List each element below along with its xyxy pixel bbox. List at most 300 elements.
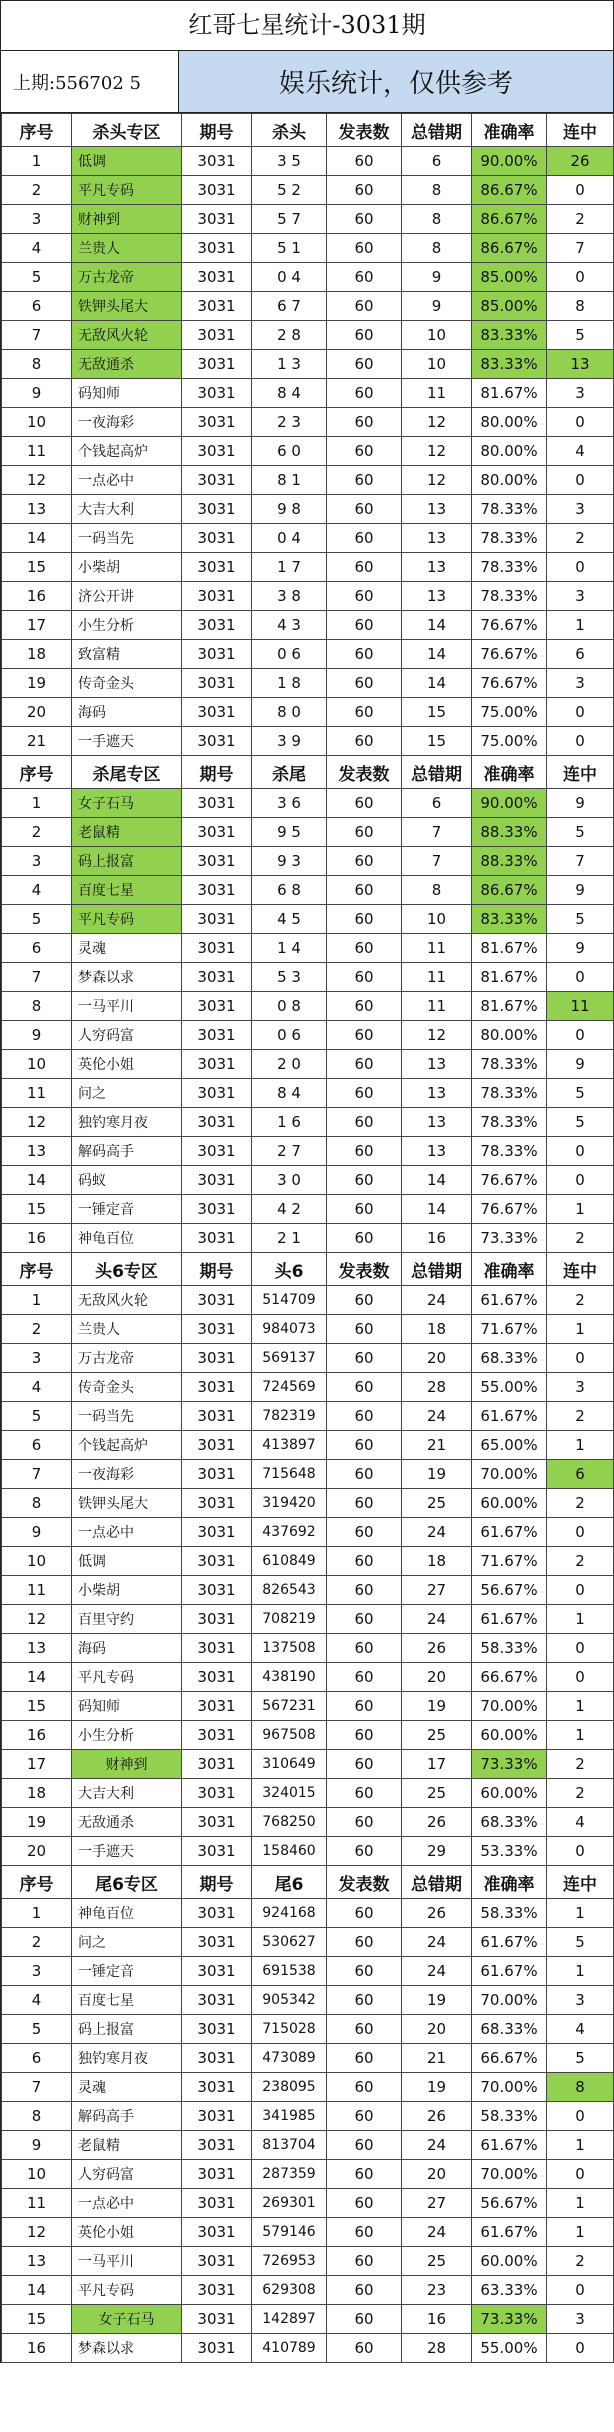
cell-period: 3031 (182, 934, 252, 963)
section-header-row (2, 114, 614, 147)
cell-posts: 60 (327, 1721, 402, 1750)
cell-expert: 一马平川 (72, 992, 182, 1021)
cell-expert: 一码当先 (72, 524, 182, 553)
cell-period: 3031 (182, 582, 252, 611)
cell-rank: 2 (2, 818, 72, 847)
cell-misses: 8 (402, 176, 472, 205)
cell-misses: 8 (402, 205, 472, 234)
cell-period: 3031 (182, 2015, 252, 2044)
cell-pick: 629308 (252, 2276, 327, 2305)
cell-expert: 大吉大利 (72, 495, 182, 524)
cell-rank: 14 (2, 524, 72, 553)
cell-posts: 60 (327, 1663, 402, 1692)
cell-pick: 567231 (252, 1692, 327, 1721)
cell-misses: 13 (402, 1108, 472, 1137)
cell-period: 3031 (182, 698, 252, 727)
cell-accuracy: 78.33% (472, 1137, 547, 1166)
stats-table-body (2, 114, 614, 2363)
table-row (2, 2189, 614, 2218)
cell-streak: 0 (547, 1634, 614, 1663)
cell-period: 3031 (182, 205, 252, 234)
cell-streak: 0 (547, 2334, 614, 2363)
cell-streak: 0 (547, 408, 614, 437)
cell-posts: 60 (327, 1315, 402, 1344)
cell-expert: 人穷码富 (72, 2160, 182, 2189)
table-row (2, 582, 614, 611)
cell-period: 3031 (182, 1692, 252, 1721)
cell-pick: 324015 (252, 1779, 327, 1808)
cell-streak: 9 (547, 789, 614, 818)
cell-period: 3031 (182, 1050, 252, 1079)
cell-posts: 60 (327, 1957, 402, 1986)
cell-pick: 4 2 (252, 1195, 327, 1224)
table-row (2, 1899, 614, 1928)
cell-pick: 782319 (252, 1402, 327, 1431)
cell-pick: 4 5 (252, 905, 327, 934)
cell-period: 3031 (182, 1605, 252, 1634)
cell-expert: 人穷码富 (72, 1021, 182, 1050)
cell-pick: 715028 (252, 2015, 327, 2044)
cell-posts: 60 (327, 2015, 402, 2044)
cell-accuracy: 68.33% (472, 1808, 547, 1837)
cell-posts: 60 (327, 818, 402, 847)
cell-posts: 60 (327, 263, 402, 292)
disclaimer-banner: 娱乐统计，仅供参考 (179, 51, 613, 112)
cell-misses: 25 (402, 1721, 472, 1750)
cell-pick: 3 9 (252, 727, 327, 756)
cell-accuracy: 75.00% (472, 698, 547, 727)
cell-accuracy: 78.33% (472, 524, 547, 553)
cell-rank: 8 (2, 1489, 72, 1518)
cell-streak: 3 (547, 1986, 614, 2015)
cell-streak: 0 (547, 1344, 614, 1373)
cell-rank: 2 (2, 176, 72, 205)
cell-rank: 7 (2, 2073, 72, 2102)
table-row (2, 350, 614, 379)
cell-accuracy: 76.67% (472, 669, 547, 698)
cell-posts: 60 (327, 1928, 402, 1957)
cell-expert: 一夜海彩 (72, 1460, 182, 1489)
cell-misses: 24 (402, 1957, 472, 1986)
cell-rank: 11 (2, 437, 72, 466)
cell-misses: 10 (402, 321, 472, 350)
cell-misses: 25 (402, 1779, 472, 1808)
cell-expert: 财神到 (72, 1750, 182, 1779)
cell-posts: 60 (327, 1547, 402, 1576)
cell-pick: 473089 (252, 2044, 327, 2073)
cell-rank: 1 (2, 147, 72, 176)
table-row (2, 495, 614, 524)
table-row (2, 2015, 614, 2044)
cell-posts: 60 (327, 2276, 402, 2305)
cell-period: 3031 (182, 669, 252, 698)
cell-expert: 老鼠精 (72, 2131, 182, 2160)
cell-misses: 12 (402, 466, 472, 495)
table-row (2, 876, 614, 905)
table-row (2, 2276, 614, 2305)
table-row (2, 2218, 614, 2247)
cell-posts: 60 (327, 992, 402, 1021)
cell-accuracy: 73.33% (472, 2305, 547, 2334)
cell-expert: 传奇金头 (72, 1373, 182, 1402)
cell-streak: 3 (547, 1373, 614, 1402)
cell-accuracy: 66.67% (472, 2044, 547, 2073)
cell-streak: 4 (547, 437, 614, 466)
cell-rank: 9 (2, 1518, 72, 1547)
cell-pick: 813704 (252, 2131, 327, 2160)
cell-misses: 10 (402, 905, 472, 934)
cell-expert: 铁钾头尾大 (72, 1489, 182, 1518)
column-header-posts: 发表数 (327, 756, 402, 789)
cell-streak: 2 (547, 1750, 614, 1779)
table-row (2, 2131, 614, 2160)
cell-period: 3031 (182, 263, 252, 292)
cell-streak: 26 (547, 147, 614, 176)
table-row (2, 1721, 614, 1750)
cell-rank: 4 (2, 876, 72, 905)
cell-rank: 3 (2, 1344, 72, 1373)
cell-accuracy: 56.67% (472, 2189, 547, 2218)
table-row (2, 992, 614, 1021)
cell-accuracy: 70.00% (472, 2073, 547, 2102)
cell-posts: 60 (327, 2334, 402, 2363)
cell-rank: 20 (2, 698, 72, 727)
table-row (2, 1663, 614, 1692)
stats-table (1, 113, 614, 2363)
cell-accuracy: 58.33% (472, 1899, 547, 1928)
cell-accuracy: 60.00% (472, 1779, 547, 1808)
cell-period: 3031 (182, 147, 252, 176)
cell-period: 3031 (182, 1750, 252, 1779)
table-row (2, 727, 614, 756)
cell-misses: 27 (402, 1576, 472, 1605)
cell-expert: 梦森以求 (72, 2334, 182, 2363)
cell-expert: 平凡专码 (72, 905, 182, 934)
cell-rank: 9 (2, 2131, 72, 2160)
cell-posts: 60 (327, 321, 402, 350)
cell-misses: 18 (402, 1547, 472, 1576)
cell-expert: 老鼠精 (72, 818, 182, 847)
cell-posts: 60 (327, 1460, 402, 1489)
cell-rank: 18 (2, 640, 72, 669)
cell-misses: 25 (402, 1489, 472, 1518)
cell-period: 3031 (182, 789, 252, 818)
cell-expert: 小生分析 (72, 611, 182, 640)
cell-streak: 3 (547, 2305, 614, 2334)
cell-pick: 410789 (252, 2334, 327, 2363)
cell-period: 3031 (182, 2131, 252, 2160)
cell-streak: 5 (547, 2044, 614, 2073)
table-row (2, 1957, 614, 1986)
cell-posts: 60 (327, 640, 402, 669)
cell-posts: 60 (327, 1576, 402, 1605)
cell-pick: 1 7 (252, 553, 327, 582)
cell-accuracy: 68.33% (472, 1344, 547, 1373)
cell-pick: 287359 (252, 2160, 327, 2189)
cell-misses: 19 (402, 1692, 472, 1721)
column-header-expert: 杀尾专区 (72, 756, 182, 789)
cell-posts: 60 (327, 1634, 402, 1663)
cell-posts: 60 (327, 2189, 402, 2218)
cell-accuracy: 78.33% (472, 1079, 547, 1108)
cell-streak: 0 (547, 176, 614, 205)
cell-accuracy: 80.00% (472, 437, 547, 466)
cell-misses: 11 (402, 963, 472, 992)
cell-period: 3031 (182, 234, 252, 263)
cell-misses: 8 (402, 234, 472, 263)
cell-misses: 9 (402, 263, 472, 292)
cell-expert: 海码 (72, 698, 182, 727)
cell-posts: 60 (327, 2160, 402, 2189)
cell-accuracy: 85.00% (472, 292, 547, 321)
cell-rank: 3 (2, 847, 72, 876)
table-row (2, 1779, 614, 1808)
cell-misses: 15 (402, 727, 472, 756)
cell-posts: 60 (327, 905, 402, 934)
cell-rank: 2 (2, 1928, 72, 1957)
cell-pick: 9 8 (252, 495, 327, 524)
cell-rank: 13 (2, 2247, 72, 2276)
cell-accuracy: 61.67% (472, 2218, 547, 2247)
cell-expert: 平凡专码 (72, 1663, 182, 1692)
cell-posts: 60 (327, 876, 402, 905)
cell-period: 3031 (182, 1837, 252, 1866)
column-header-streak: 连中 (547, 1866, 614, 1899)
cell-rank: 17 (2, 1750, 72, 1779)
cell-accuracy: 58.33% (472, 2102, 547, 2131)
cell-period: 3031 (182, 1431, 252, 1460)
column-header-period: 期号 (182, 1253, 252, 1286)
cell-misses: 16 (402, 1224, 472, 1253)
cell-rank: 13 (2, 495, 72, 524)
cell-posts: 60 (327, 408, 402, 437)
table-row (2, 1373, 614, 1402)
cell-streak: 4 (547, 1808, 614, 1837)
cell-streak: 0 (547, 1576, 614, 1605)
cell-expert: 无敌风火轮 (72, 321, 182, 350)
cell-period: 3031 (182, 640, 252, 669)
column-header-expert: 尾6专区 (72, 1866, 182, 1899)
cell-expert: 兰贵人 (72, 1315, 182, 1344)
cell-misses: 6 (402, 147, 472, 176)
cell-pick: 530627 (252, 1928, 327, 1957)
cell-streak: 5 (547, 1928, 614, 1957)
cell-streak: 0 (547, 727, 614, 756)
cell-streak: 1 (547, 1957, 614, 1986)
cell-pick: 269301 (252, 2189, 327, 2218)
cell-pick: 8 0 (252, 698, 327, 727)
table-row (2, 1489, 614, 1518)
cell-misses: 13 (402, 524, 472, 553)
cell-accuracy: 70.00% (472, 2160, 547, 2189)
cell-posts: 60 (327, 1108, 402, 1137)
cell-period: 3031 (182, 1899, 252, 1928)
table-row (2, 263, 614, 292)
cell-streak: 0 (547, 553, 614, 582)
cell-accuracy: 83.33% (472, 321, 547, 350)
cell-accuracy: 60.00% (472, 2247, 547, 2276)
cell-posts: 60 (327, 934, 402, 963)
cell-period: 3031 (182, 1986, 252, 2015)
cell-pick: 2 1 (252, 1224, 327, 1253)
cell-pick: 341985 (252, 2102, 327, 2131)
cell-expert: 一手遮天 (72, 1837, 182, 1866)
cell-pick: 6 0 (252, 437, 327, 466)
cell-rank: 5 (2, 2015, 72, 2044)
cell-period: 3031 (182, 963, 252, 992)
table-row (2, 2334, 614, 2363)
cell-accuracy: 70.00% (472, 1692, 547, 1721)
cell-streak: 0 (547, 1137, 614, 1166)
cell-misses: 19 (402, 1986, 472, 2015)
section-header-row (2, 1866, 614, 1899)
cell-period: 3031 (182, 1373, 252, 1402)
cell-misses: 26 (402, 1634, 472, 1663)
cell-misses: 24 (402, 1286, 472, 1315)
table-row (2, 292, 614, 321)
cell-expert: 灵魂 (72, 934, 182, 963)
cell-expert: 个钱起高炉 (72, 437, 182, 466)
cell-misses: 20 (402, 2160, 472, 2189)
cell-streak: 2 (547, 524, 614, 553)
cell-expert: 解码高手 (72, 1137, 182, 1166)
cell-expert: 一锤定音 (72, 1195, 182, 1224)
cell-streak: 0 (547, 1663, 614, 1692)
cell-period: 3031 (182, 2044, 252, 2073)
cell-posts: 60 (327, 1750, 402, 1779)
cell-period: 3031 (182, 2334, 252, 2363)
cell-period: 3031 (182, 466, 252, 495)
section-header-row (2, 756, 614, 789)
cell-accuracy: 68.33% (472, 2015, 547, 2044)
cell-streak: 3 (547, 379, 614, 408)
cell-posts: 60 (327, 234, 402, 263)
cell-rank: 19 (2, 669, 72, 698)
cell-period: 3031 (182, 1489, 252, 1518)
cell-pick: 6 7 (252, 292, 327, 321)
cell-expert: 一点必中 (72, 2189, 182, 2218)
column-header-misses: 总错期 (402, 1866, 472, 1899)
cell-period: 3031 (182, 2073, 252, 2102)
cell-misses: 7 (402, 818, 472, 847)
cell-misses: 29 (402, 1837, 472, 1866)
cell-rank: 1 (2, 1899, 72, 1928)
cell-accuracy: 78.33% (472, 495, 547, 524)
table-row (2, 789, 614, 818)
table-row (2, 669, 614, 698)
cell-posts: 60 (327, 2305, 402, 2334)
column-header-expert: 头6专区 (72, 1253, 182, 1286)
cell-accuracy: 70.00% (472, 1986, 547, 2015)
cell-expert: 梦森以求 (72, 963, 182, 992)
cell-period: 3031 (182, 2189, 252, 2218)
table-row (2, 1750, 614, 1779)
cell-expert: 无敌通杀 (72, 350, 182, 379)
table-row (2, 379, 614, 408)
cell-misses: 25 (402, 2247, 472, 2276)
cell-period: 3031 (182, 2305, 252, 2334)
cell-misses: 13 (402, 582, 472, 611)
cell-streak: 5 (547, 1079, 614, 1108)
cell-streak: 5 (547, 1108, 614, 1137)
cell-accuracy: 61.67% (472, 1286, 547, 1315)
cell-accuracy: 78.33% (472, 1108, 547, 1137)
cell-period: 3031 (182, 847, 252, 876)
cell-streak: 1 (547, 1195, 614, 1224)
cell-misses: 14 (402, 1166, 472, 1195)
cell-pick: 238095 (252, 2073, 327, 2102)
cell-posts: 60 (327, 2218, 402, 2247)
cell-accuracy: 61.67% (472, 1518, 547, 1547)
cell-period: 3031 (182, 992, 252, 1021)
cell-rank: 4 (2, 234, 72, 263)
cell-pick: 708219 (252, 1605, 327, 1634)
cell-accuracy: 73.33% (472, 1750, 547, 1779)
cell-period: 3031 (182, 1166, 252, 1195)
cell-misses: 9 (402, 292, 472, 321)
cell-streak: 0 (547, 2160, 614, 2189)
cell-misses: 11 (402, 379, 472, 408)
cell-posts: 60 (327, 1344, 402, 1373)
column-header-misses: 总错期 (402, 114, 472, 147)
cell-posts: 60 (327, 1224, 402, 1253)
cell-rank: 15 (2, 553, 72, 582)
cell-streak: 5 (547, 321, 614, 350)
cell-pick: 1 3 (252, 350, 327, 379)
cell-accuracy: 70.00% (472, 1460, 547, 1489)
cell-rank: 18 (2, 1779, 72, 1808)
cell-pick: 726953 (252, 2247, 327, 2276)
cell-rank: 10 (2, 1050, 72, 1079)
cell-streak: 1 (547, 2218, 614, 2247)
cell-period: 3031 (182, 1518, 252, 1547)
cell-expert: 大吉大利 (72, 1779, 182, 1808)
table-row (2, 1402, 614, 1431)
cell-expert: 平凡专码 (72, 176, 182, 205)
cell-accuracy: 61.67% (472, 1957, 547, 1986)
cell-streak: 4 (547, 2015, 614, 2044)
cell-misses: 13 (402, 553, 472, 582)
cell-misses: 19 (402, 2073, 472, 2102)
cell-rank: 7 (2, 963, 72, 992)
cell-expert: 万古龙帝 (72, 263, 182, 292)
cell-period: 3031 (182, 1634, 252, 1663)
table-row (2, 611, 614, 640)
cell-misses: 14 (402, 669, 472, 698)
table-row (2, 1808, 614, 1837)
table-row (2, 1224, 614, 1253)
table-row (2, 147, 614, 176)
cell-misses: 24 (402, 1402, 472, 1431)
cell-period: 3031 (182, 905, 252, 934)
cell-expert: 百度七星 (72, 1986, 182, 2015)
cell-accuracy: 61.67% (472, 1605, 547, 1634)
cell-expert: 码知师 (72, 379, 182, 408)
cell-pick: 3 0 (252, 1166, 327, 1195)
cell-streak: 5 (547, 818, 614, 847)
cell-pick: 8 4 (252, 379, 327, 408)
cell-expert: 无敌通杀 (72, 1808, 182, 1837)
column-header-accuracy: 准确率 (472, 1253, 547, 1286)
cell-posts: 60 (327, 379, 402, 408)
cell-posts: 60 (327, 1373, 402, 1402)
cell-rank: 15 (2, 2305, 72, 2334)
cell-expert: 个钱起高炉 (72, 1431, 182, 1460)
cell-posts: 60 (327, 553, 402, 582)
cell-posts: 60 (327, 1518, 402, 1547)
cell-pick: 0 4 (252, 263, 327, 292)
cell-expert: 码知师 (72, 1692, 182, 1721)
